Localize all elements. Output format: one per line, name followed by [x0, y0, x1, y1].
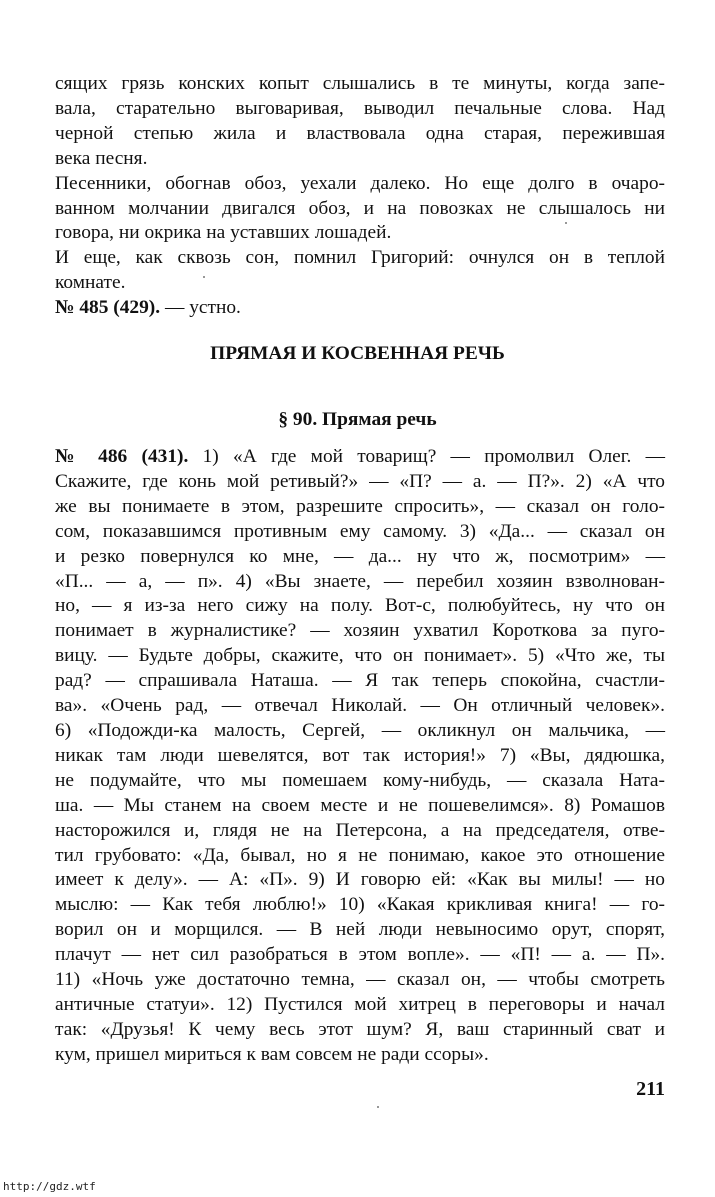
- task-486-number: № 486 (431).: [55, 446, 189, 467]
- task-485-line: [55, 296, 665, 321]
- text-line: ванном молчании двигался обоз, и на повозках не слышалось ни: [55, 197, 665, 219]
- scan-speck: [377, 1106, 379, 1108]
- text-line: насторожился и, глядя не на Петерсона, а на председателя, отве-: [55, 819, 665, 841]
- text-line: вицу. — Будьте добры, скажите, что он понимает». 5) «Что же, ты: [55, 645, 665, 667]
- text-line: же вы понимаете в этом, разрешите спросить», — сказал он голо-: [55, 495, 665, 517]
- section-title: ПРЯМАЯ И КОСВЕННАЯ РЕЧЬ: [210, 343, 505, 364]
- text-line: Скажите, где конь мой ретивый?» — «П? — а. — П?». 2) «А что: [55, 470, 665, 492]
- text-line: ша. — Мы станем на своем месте и не пошевелимся». 8) Ромашов: [55, 794, 665, 816]
- scan-speck: [565, 222, 567, 224]
- text-line: говора, ни окрика на уставших лошадей.: [55, 222, 392, 244]
- text-line: никак там люди шевелятся, вот так история!» 7) «Вы, дядюшка,: [55, 744, 665, 766]
- footer-url[interactable]: http://gdz.wtf: [3, 1180, 96, 1193]
- text-line: сящих грязь конских копыт слышались в те минуты, когда запе-: [55, 73, 665, 94]
- text-line: И еще, как сквозь сон, помнил Григорий: очнулся он в теплой: [55, 247, 665, 269]
- subsection-title: § 90. Прямая речь: [278, 409, 437, 430]
- text-line: 11) «Ночь уже достаточно темна, — сказал он, — чтобы смотреть: [55, 969, 665, 991]
- text-line: но, — я из-за него сижу на полу. Вот-с, полюбуйтесь, ну что он: [55, 595, 665, 617]
- text-line: тил грубовато: «Да, бывал, но я не понимаю, какое это отношение: [55, 844, 665, 866]
- text-line: античные статуи». 12) Пустился мой хитрец в переговоры и начал: [55, 993, 665, 1015]
- task-485-number: № 485 (429).: [55, 297, 161, 319]
- text-line: комнате.: [55, 272, 126, 294]
- text-line: так: «Друзья! К чему весь этот шум? Я, ваш старинный сват и: [55, 1018, 665, 1040]
- scan-speck: [203, 276, 205, 278]
- text-line: имеет к делу». — А: «П». 9) И говорю ей: «Как вы милы! — но: [55, 869, 665, 891]
- text-block-exercise-486: [55, 445, 665, 1068]
- text-line: понимает в журналистике? — хозяин ухватил Короткова за пуго-: [55, 620, 665, 642]
- text-line: рад? — спрашивала Наташа. — Я так теперь спокойна, счастли-: [55, 670, 665, 692]
- text-line: ворил он и морщился. — В ней люди невыносимо орут, спорят,: [55, 919, 665, 941]
- text-line: и резко повернулся ко мне, — да... ну что ж, посмотрим» —: [55, 545, 665, 567]
- text-block-top: [55, 72, 665, 321]
- text-line: Песенники, обогнав обоз, уехали далеко. Но еще долго в очаро-: [55, 172, 665, 194]
- text-line: черной степью жила и властвовала одна старая, пережившая: [55, 122, 665, 144]
- text-line: ва». «Очень рад, — отвечал Николай. — Он отличный человек».: [55, 695, 665, 717]
- text-line: «П... — а, — п». 4) «Вы знаете, — перебил хозяин взволнован-: [55, 570, 665, 592]
- text-line: не подумайте, что мы помешаем кому-нибудь, — сказала Ната-: [55, 769, 665, 791]
- text-line: плачут — нет сил разобраться в этом вопле». — «П! — а. — П».: [55, 944, 665, 966]
- text-line: вала, старательно выговаривая, выводил печальные слова. Над: [55, 97, 665, 119]
- text-line: века песня.: [55, 147, 148, 169]
- text-line: кум, пришел мириться к вам совсем не ради ссоры».: [55, 1043, 489, 1065]
- text-line: 6) «Подожди-ка малость, Сергей, — окликнул он мальчика, —: [55, 719, 665, 741]
- task-485-text: — устно.: [160, 297, 241, 319]
- text-line: мыслю: — Как тебя люблю!» 10) «Какая крикливая книга! — го-: [55, 894, 665, 916]
- text-line: № 486 (431). 1) «А где мой товарищ? — промолвил Олег. —: [55, 446, 665, 467]
- page-number: 211: [636, 1078, 665, 1100]
- text-line: сом, показавшимся противным ему самому. 3) «Да... — сказал он: [55, 520, 665, 542]
